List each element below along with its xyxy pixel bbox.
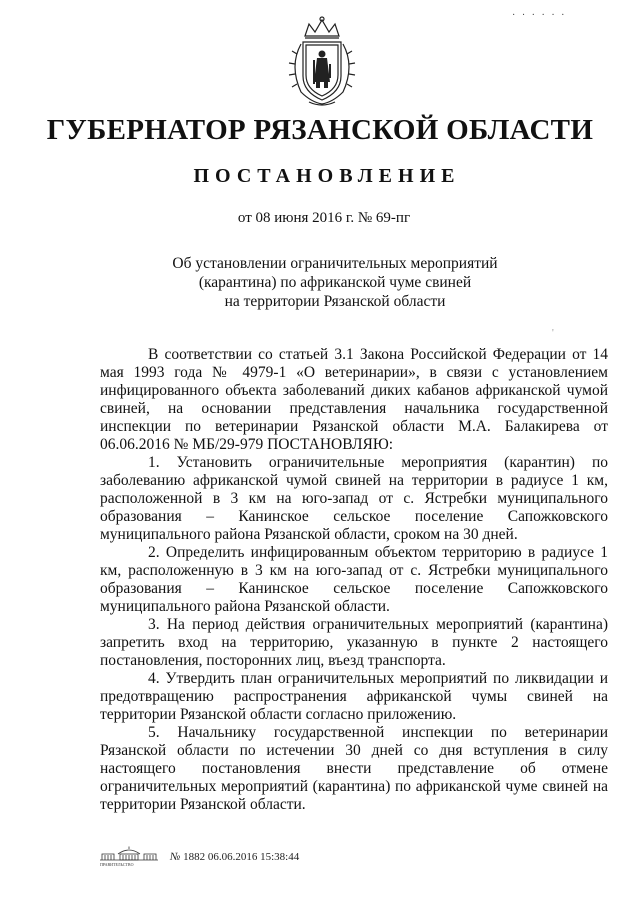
clause-paragraph: 5. Начальнику государственной инспекции по ветеринарии Рязанской области по истечении 30 дней со дня вступления в силу настоящего постановления внести представление об отмене ограничительных мероприятий (карантина) по африканской чуме свиней на территории Рязанской области.	[100, 724, 608, 813]
registration-value: 1882 06.06.2016 15:38:44	[183, 851, 300, 863]
clause-paragraph: 1. Установить ограничительные мероприятия (карантин) по заболеванию африканской чумой свиней на территории в радиусе 1 км, расположенной в 3 км на юго-запад от с. Ястребки муниципального образования – Канинское сельское поселение Сапожковского муниципального района Рязанской области, сроком на 30 дней.	[100, 454, 608, 543]
stamp-caption: ПРАВИТЕЛЬСТВО	[100, 862, 134, 867]
authority-title: ГУБЕРНАТОР РЯЗАНСКОЙ ОБЛАСТИ	[46, 114, 594, 146]
registration-number	[170, 851, 299, 863]
scan-artifact: '	[552, 328, 554, 339]
document-body	[100, 346, 608, 814]
preamble-paragraph: В соответствии со статьей 3.1 Закона Российской Федерации от 14 мая 1993 года № 4979-1 «О ветеринарии», в связи с установлением инфицированного объекта заболеваний диких кабанов африканской чумой свиней, на основании представления начальника государственной инспекции по ветеринарии Рязанской области М.А. Балакирева от 06.06.2016 № МБ/29-979 ПОСТАНОВЛЯЮ:	[100, 346, 608, 453]
document-type: ПОСТАНОВЛЕНИЕ	[193, 165, 461, 187]
ryazan-coat-of-arms-icon	[283, 14, 361, 110]
subject-line: Об установлении ограничительных мероприятий	[172, 255, 498, 272]
scan-artifact: · · · · · ·	[512, 10, 567, 21]
document-subject	[170, 254, 500, 311]
subject-line: (карантина) по африканской чуме свиней	[198, 274, 472, 291]
clause-paragraph: 2. Определить инфицированным объектом территорию в радиусе 1 км, расположенную в 3 км на юго-запад от с. Ястребки муниципального образования – Канинское сельское поселение Сапожковского муниципального района Рязанской области.	[100, 544, 608, 615]
clause-paragraph: 4. Утвердить план ограничительных мероприятий по ликвидации и предотвращению распространения африканской чумы свиней на территории Рязанской области согласно приложению.	[100, 670, 608, 723]
subject-line: на территории Рязанской области	[224, 293, 446, 310]
clause-paragraph: 3. На период действия ограничительных мероприятий (карантина) запретить вход на территорию, указанную в пункте 2 настоящего постановления, посторонних лиц, въезд транспорта.	[100, 616, 608, 669]
registration-footer	[98, 846, 458, 870]
document-date-number: от 08 июня 2016 г. № 69-пг	[237, 210, 411, 226]
number-sign: №	[170, 851, 181, 863]
